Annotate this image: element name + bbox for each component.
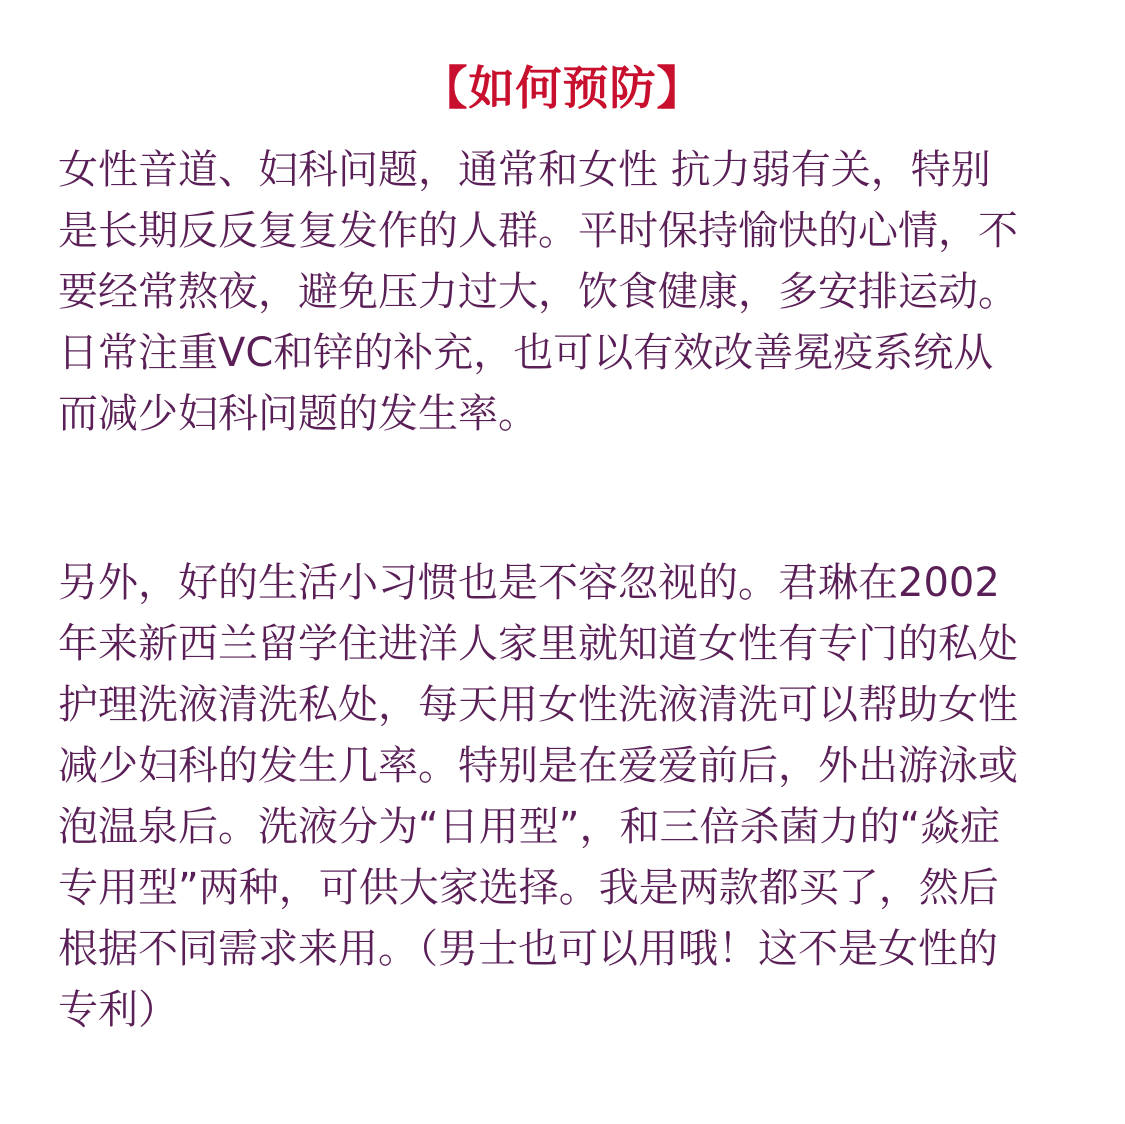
text-line: 专用型”两种，可供大家选择。我是两款都买了，然后 — [58, 865, 999, 911]
text-line: 而减少妇科问题的发生率。 — [58, 391, 538, 437]
paragraph-prevention — [58, 140, 1018, 445]
text-line: 年来新西兰留学住进洋人家里就知道女性有专门的私处 — [58, 621, 1018, 667]
text-line: 日常注重VC和锌的补充，也可以有效改善冕疫系统从 — [58, 330, 994, 376]
text-line: 护理洗液清洗私处，每天用女性洗液清洗可以帮助女性 — [58, 682, 1018, 728]
text-line: 要经常熬夜，避免压力过大，饮食健康，多安排运动。 — [58, 269, 1018, 315]
text-line: 减少妇科的发生几率。特别是在爱爱前后，外出游泳或 — [58, 743, 1018, 789]
section-title: 【如何预防】 — [421, 61, 704, 115]
text-line: 根据不同需求来用。（男士也可以用哦！这不是女性的 — [58, 926, 998, 972]
text-line: 泡温泉后。洗液分为“日用型”，和三倍杀菌力的“焱症 — [58, 804, 1001, 850]
text-line: 另外，好的生活小习惯也是不容忽视的。君琳在2002 — [58, 560, 1000, 606]
text-line: 专利） — [58, 987, 178, 1033]
text-line: 女性音道、妇科问题，通常和女性 抗力弱有关，特别 — [58, 147, 991, 193]
paragraph-habits — [58, 553, 1018, 1041]
text-line: 是长期反反复复发作的人群。平时保持愉快的心情，不 — [58, 208, 1018, 254]
